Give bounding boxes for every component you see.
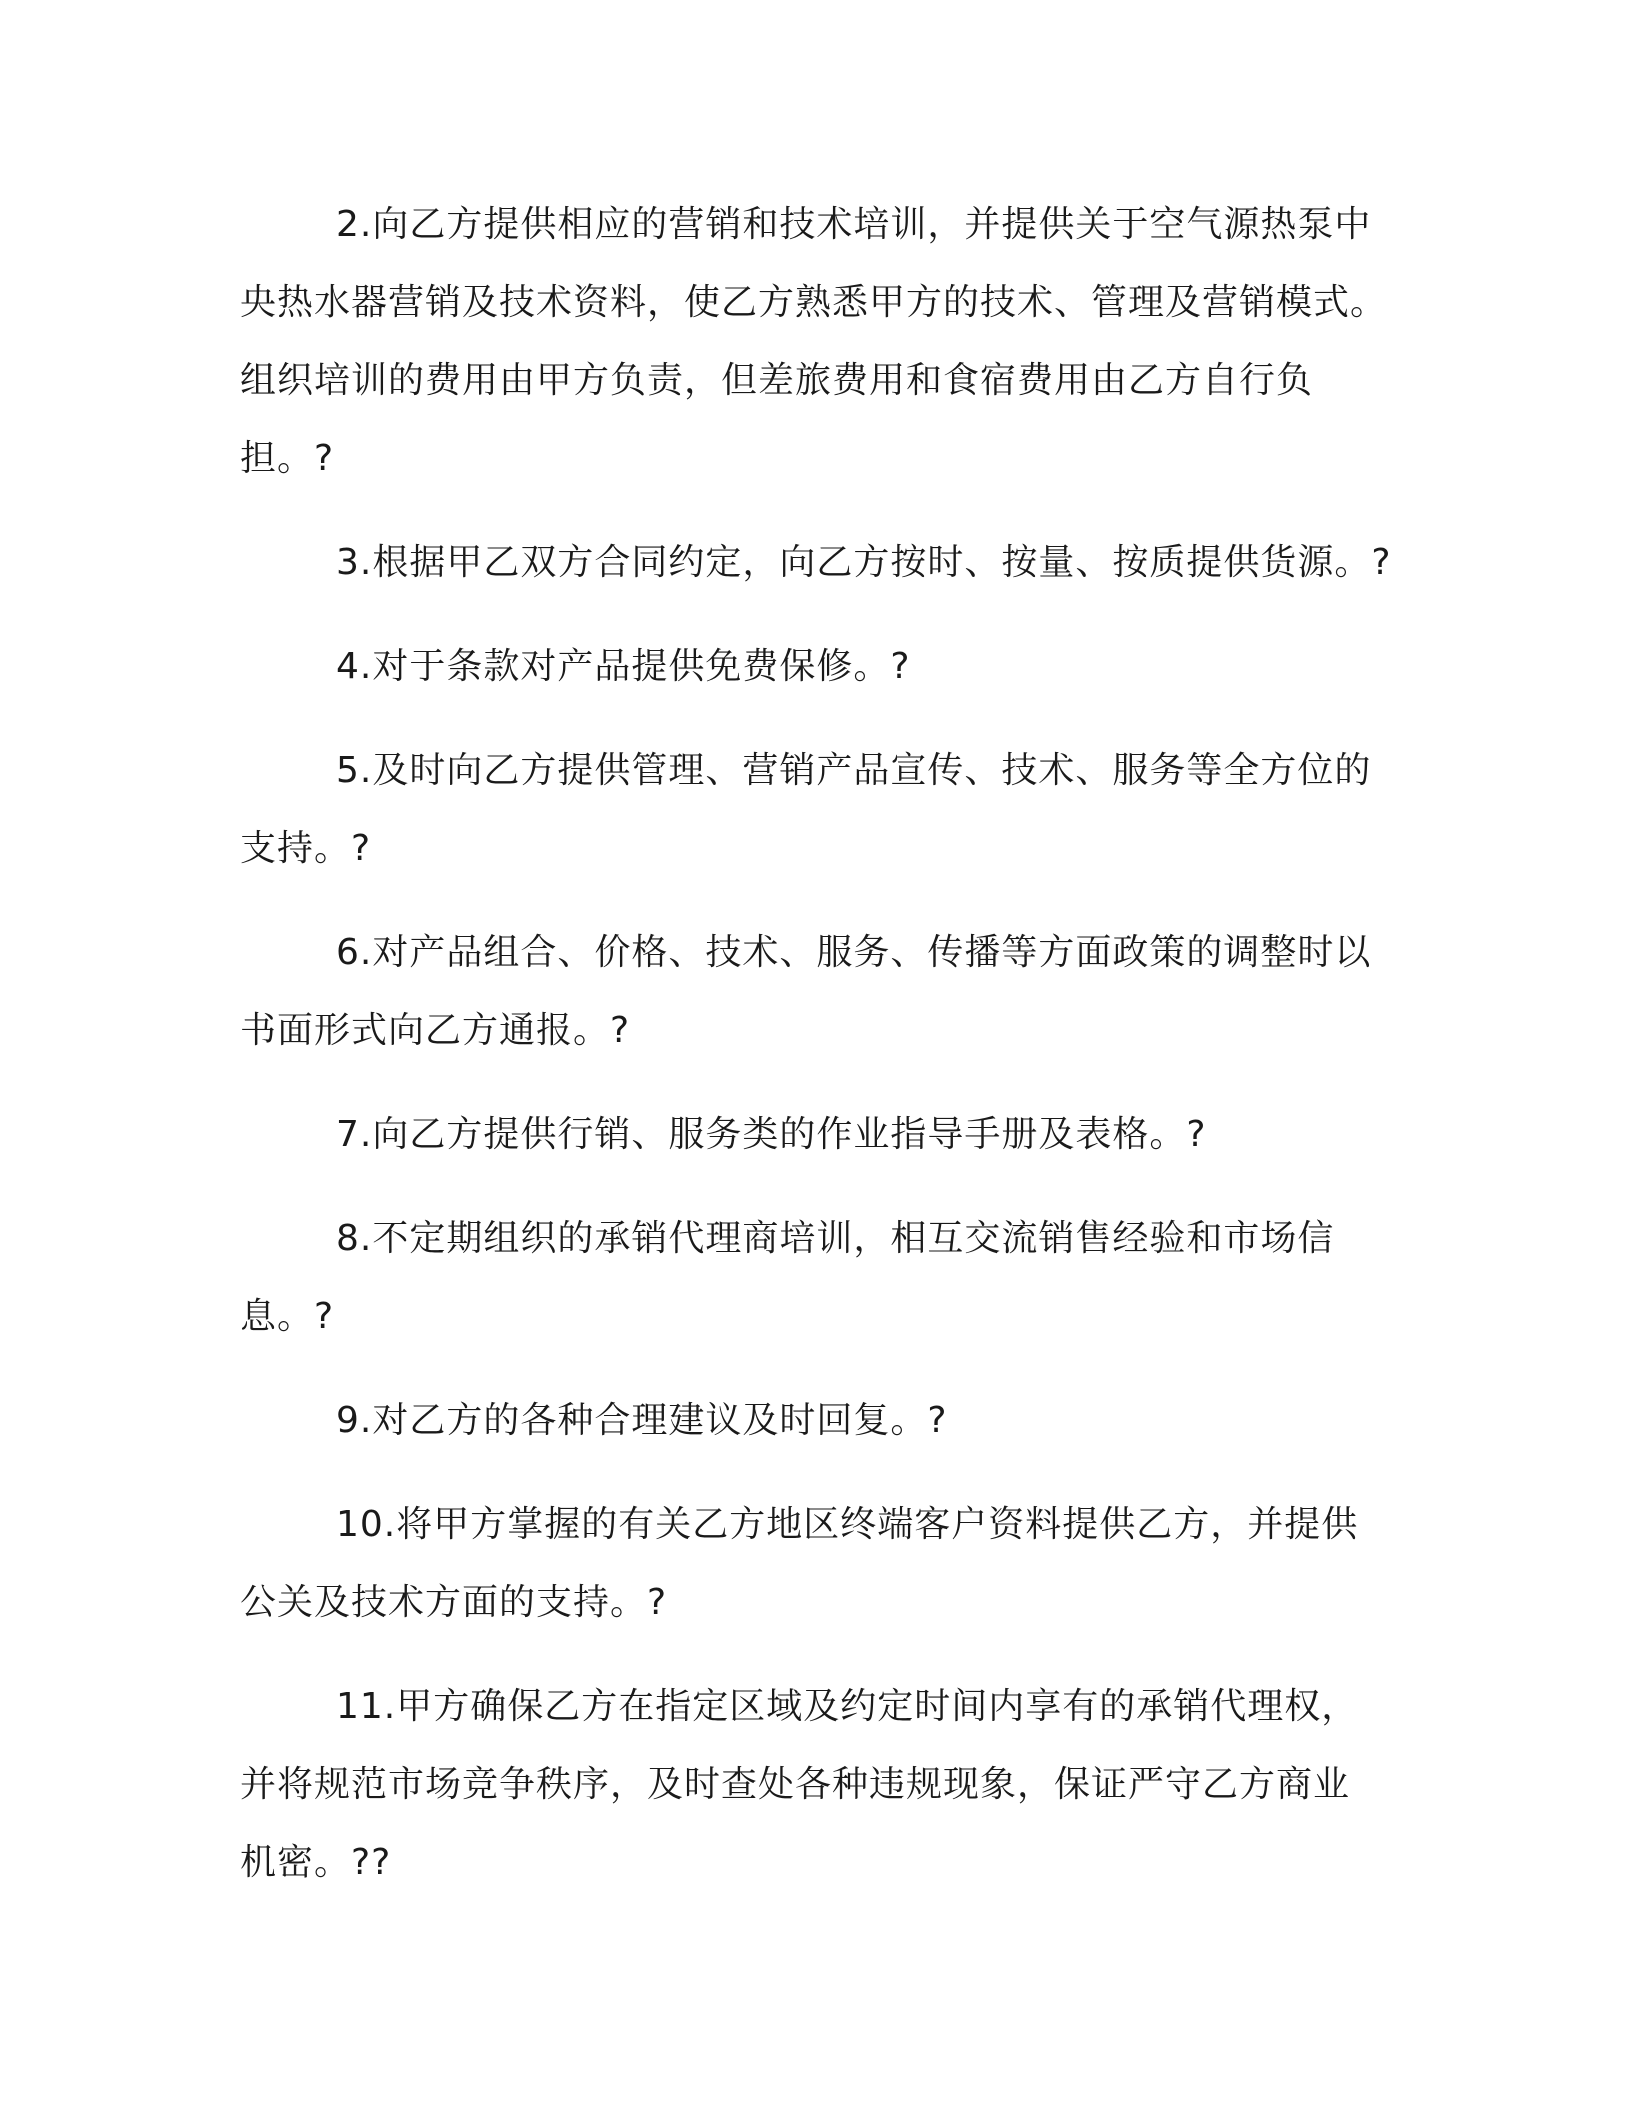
paragraph-line: 机密。?? [240,1842,392,1883]
paragraph-6 [240,914,1404,1070]
paragraph-line: 5.及时向乙方提供管理、营销产品宣传、技术、服务等全方位的 [336,750,1372,791]
paragraph-4 [240,628,1404,706]
paragraph-line: 3.根据甲乙双方合同约定，向乙方按时、按量、按质提供货源。? [336,542,1392,583]
paragraph-line: 4.对于条款对产品提供免费保修。? [336,646,911,687]
document-body [240,186,1404,1928]
paragraph-line: 10.将甲方掌握的有关乙方地区终端客户资料提供乙方，并提供 [336,1504,1359,1545]
paragraph-line: 央热水器营销及技术资料，使乙方熟悉甲方的技术、管理及营销模式。 [240,282,1388,323]
paragraph-line: 11.甲方确保乙方在指定区域及约定时间内享有的承销代理权， [336,1686,1359,1727]
paragraph-7 [240,1096,1404,1174]
paragraph-line: 公关及技术方面的支持。? [240,1582,668,1623]
paragraph-line: 并将规范市场竞争秩序，及时查处各种违规现象，保证严守乙方商业 [240,1764,1351,1805]
paragraph-line: 2.向乙方提供相应的营销和技术培训，并提供关于空气源热泵中 [336,204,1372,245]
paragraph-line: 支持。? [240,828,372,869]
paragraph-line: 书面形式向乙方通报。? [240,1010,631,1051]
paragraph-9 [240,1382,1404,1460]
paragraph-line: 7.向乙方提供行销、服务类的作业指导手册及表格。? [336,1114,1207,1155]
paragraph-line: 担。? [240,438,335,479]
paragraph-line: 9.对乙方的各种合理建议及时回复。? [336,1400,948,1441]
paragraph-2 [240,186,1404,498]
paragraph-line: 息。? [240,1296,335,1337]
paragraph-line: 组织培训的费用由甲方负责，但差旅费用和食宿费用由乙方自行负 [240,360,1314,401]
paragraph-8 [240,1200,1404,1356]
paragraph-5 [240,732,1404,888]
paragraph-11 [240,1668,1404,1902]
paragraph-line: 6.对产品组合、价格、技术、服务、传播等方面政策的调整时以 [336,932,1372,973]
paragraph-10 [240,1486,1404,1642]
paragraph-3 [240,524,1404,602]
paragraph-line: 8.不定期组织的承销代理商培训，相互交流销售经验和市场信 [336,1218,1335,1259]
